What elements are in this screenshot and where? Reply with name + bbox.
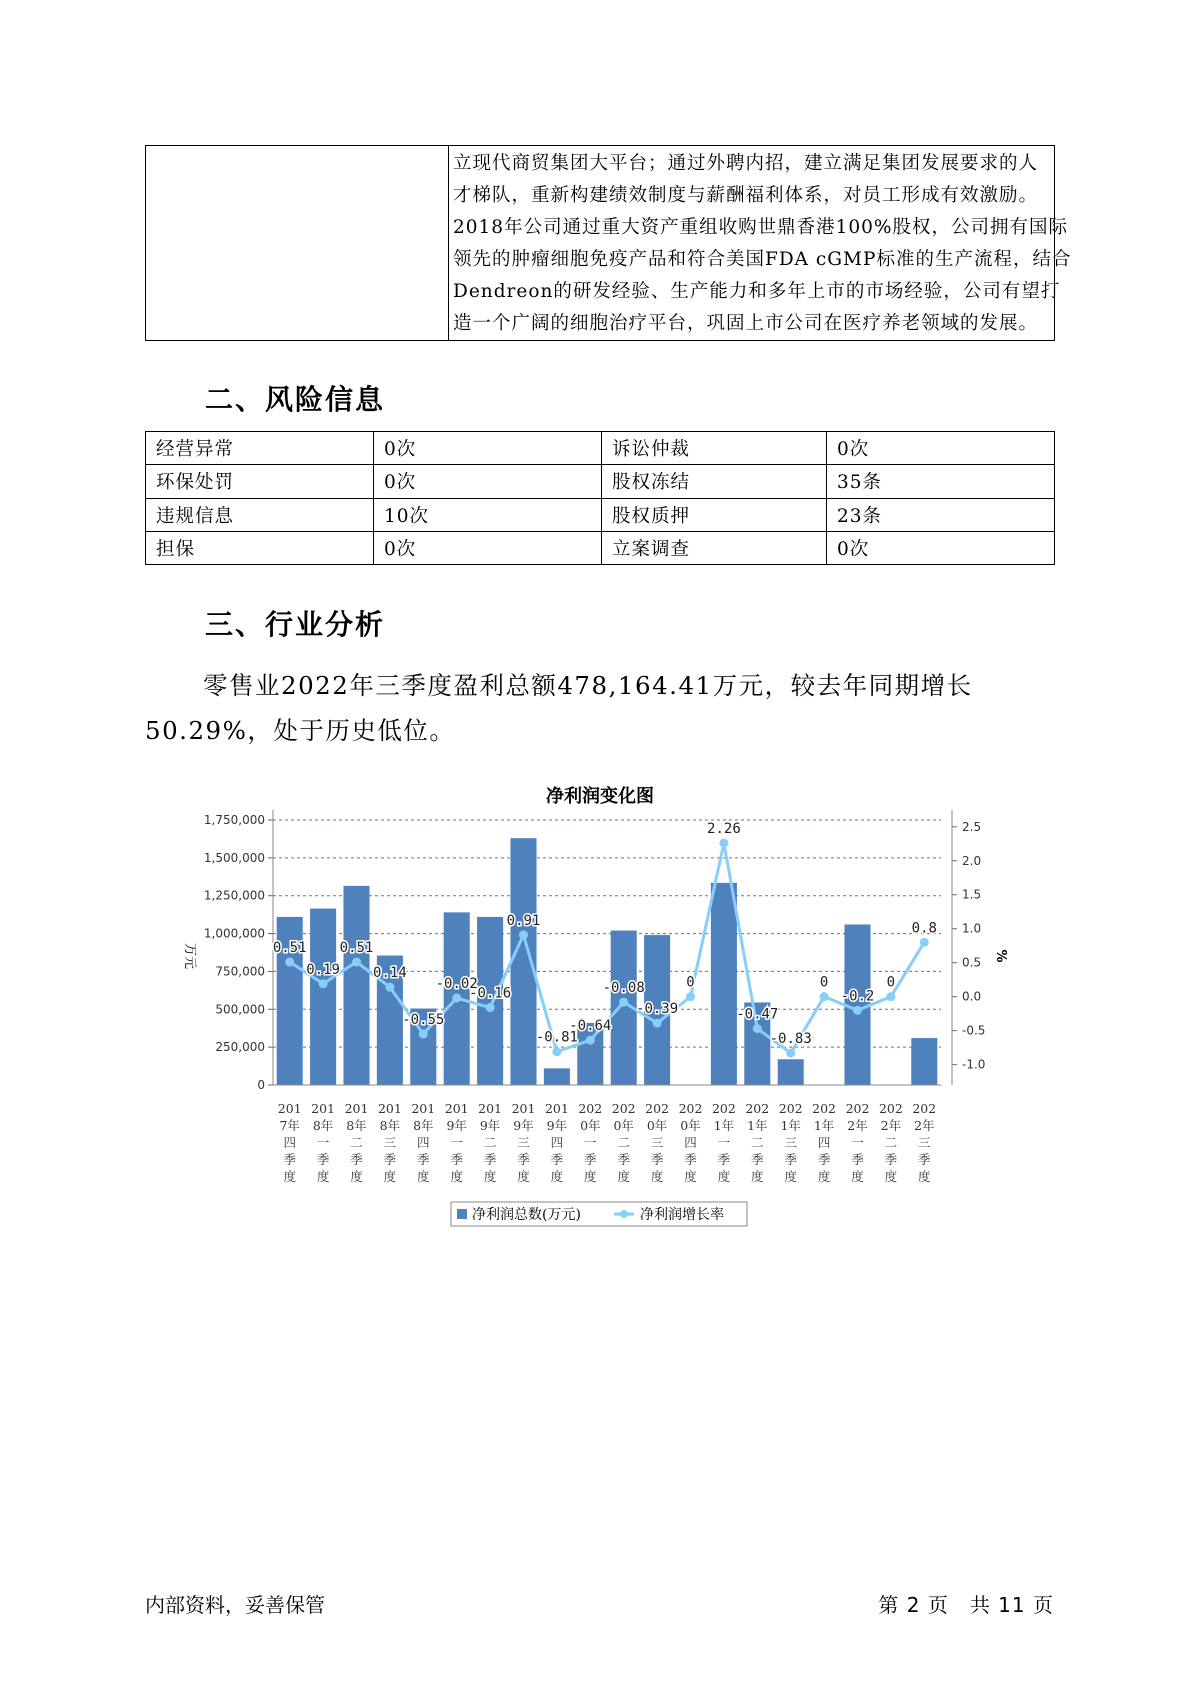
x-tick-label-part: 季 [483, 1152, 497, 1167]
growth-point [786, 1049, 795, 1058]
x-tick-label [478, 1101, 502, 1184]
x-tick-label-part: 2年 [914, 1118, 935, 1133]
x-tick-label-part: 一 [316, 1135, 330, 1150]
intro-table [145, 145, 1072, 341]
x-tick-label-part: 0年 [613, 1118, 634, 1133]
y-tick-label: 1,750,000 [203, 813, 265, 827]
risk-label: 诉讼仲裁 [602, 432, 827, 465]
bar [711, 883, 737, 1085]
x-tick-label-part: 8年 [312, 1118, 334, 1133]
x-tick-label-part: 度 [751, 1169, 764, 1184]
y-tick-label: 1,250,000 [203, 888, 265, 903]
x-tick-label-part: 202 [711, 1101, 736, 1116]
x-tick-label-part: 202 [878, 1101, 903, 1116]
intro-table-empty-cell [146, 146, 449, 341]
legend-bar-label: 净利润总数(万元) [472, 1207, 581, 1223]
y-axis-label: 万元 [182, 942, 197, 970]
y2-tick-label: 2.5 [962, 819, 982, 834]
x-tick-label [812, 1101, 836, 1184]
growth-point [352, 958, 361, 967]
x-tick-label-part: 度 [717, 1169, 731, 1184]
x-tick-label-part: 度 [316, 1169, 330, 1184]
intro-line: 才梯队，重新构建绩效制度与薪酬福利体系，对员工形成有效激励。 [453, 185, 1039, 206]
growth-point [820, 992, 829, 1001]
intro-line: 造一个广阔的细胞治疗平台，巩固上市公司在医疗养老领域的发展。 [453, 313, 1039, 334]
x-tick-label-part: 202 [578, 1101, 603, 1116]
risk-label: 担保 [146, 531, 374, 564]
x-tick-label-part: 1年 [747, 1118, 768, 1133]
y-tick-label: 750,000 [215, 964, 265, 979]
y-tick-label: 500,000 [215, 1002, 265, 1017]
growth-point [886, 992, 895, 1001]
x-tick-label [612, 1101, 636, 1184]
table-row [146, 531, 1055, 564]
x-tick-label [345, 1101, 369, 1184]
legend-line-marker [620, 1210, 628, 1218]
y-tick-label: 0 [257, 1078, 265, 1092]
risk-value: 0次 [374, 531, 602, 564]
data-label: 0.8 [911, 920, 937, 937]
x-tick-label-part: 2年 [880, 1118, 902, 1133]
x-tick-label-part: 度 [684, 1169, 697, 1184]
x-tick-label [712, 1101, 736, 1184]
x-tick-label [378, 1101, 402, 1184]
x-tick-label-part: 1年 [780, 1118, 801, 1133]
x-tick-label-part: 季 [684, 1152, 697, 1167]
growth-point [653, 1019, 662, 1028]
x-tick-label [846, 1101, 870, 1184]
growth-point [753, 1024, 762, 1033]
line-series [273, 821, 937, 1057]
x-tick-label-part: 度 [784, 1169, 797, 1184]
x-tick-label-part: 201 [377, 1101, 402, 1116]
data-label: -0.47 [736, 1006, 779, 1023]
y2-tick-label: 0.0 [962, 989, 982, 1004]
x-tick-label-part: 季 [417, 1152, 430, 1167]
x-tick-label-part: 三 [918, 1135, 931, 1150]
chart-legend [451, 1202, 747, 1226]
risk-label: 经营异常 [146, 432, 374, 465]
net-profit-chart [0, 760, 1191, 1240]
bar [844, 924, 870, 1085]
x-tick-label-part: 二 [483, 1135, 497, 1150]
chart-gridlines [273, 820, 941, 1047]
x-tick-label-part: 季 [383, 1152, 397, 1167]
x-tick-label-part: 二 [350, 1135, 363, 1150]
footer-page-number: 第 2 页 共 11 页 [878, 1593, 1054, 1617]
x-tick-label-part: 季 [550, 1152, 564, 1167]
x-tick-label-part: 201 [277, 1101, 302, 1116]
risk-value: 23条 [827, 498, 1055, 531]
data-label: 0 [819, 974, 829, 991]
x-tick-label-part: 度 [817, 1169, 831, 1184]
x-tick-label-part: 二 [751, 1135, 764, 1150]
x-tick-label-part: 202 [678, 1101, 703, 1116]
data-label: -0.2 [840, 988, 875, 1005]
x-tick-label-part: 季 [751, 1152, 764, 1167]
x-tick-label-part: 度 [550, 1169, 564, 1184]
x-tick-label [679, 1101, 703, 1184]
growth-point [385, 983, 394, 992]
x-tick-label-part: 一 [851, 1135, 864, 1150]
growth-point [853, 1006, 862, 1015]
growth-point [419, 1030, 428, 1039]
risk-label: 违规信息 [146, 498, 374, 531]
intro-line: 2018年公司通过重大资产重组收购世鼎香港100%股权，公司拥有国际 [453, 217, 1068, 238]
x-tick-label-part: 202 [745, 1101, 770, 1116]
x-tick-label-part: 季 [717, 1152, 731, 1167]
table-row [146, 432, 1055, 465]
y-tick-label: 1,500,000 [203, 850, 265, 865]
data-label: 0.14 [373, 965, 407, 982]
growth-point [285, 958, 294, 967]
growth-point [519, 930, 528, 939]
x-tick-label-part: 201 [444, 1101, 469, 1116]
x-tick-label-part: 四 [283, 1135, 296, 1150]
x-tick-label-part: 度 [417, 1169, 430, 1184]
x-tick-label-part: 季 [283, 1152, 296, 1167]
x-tick-label-part: 三 [383, 1135, 397, 1150]
x-tick-label [545, 1101, 569, 1184]
chart-title: 净利润变化图 [546, 786, 654, 807]
x-tick-label-part: 2年 [847, 1118, 868, 1133]
data-label: 0.51 [339, 940, 374, 957]
x-tick-label-part: 7年 [279, 1118, 300, 1133]
table-row [146, 465, 1055, 498]
risk-value: 0次 [827, 531, 1055, 564]
y2-tick-label: 1.5 [962, 887, 982, 902]
x-tick-label-part: 9年 [446, 1118, 467, 1133]
x-tick-label-part: 度 [350, 1169, 363, 1184]
data-label: -0.39 [636, 1001, 679, 1018]
x-tick-label-part: 度 [918, 1169, 931, 1184]
x-tick-label-part: 季 [784, 1152, 797, 1167]
x-tick-label-part: 四 [550, 1135, 564, 1150]
x-tick-label-part: 度 [383, 1169, 397, 1184]
x-tick-label-part: 度 [450, 1169, 463, 1184]
x-tick-label-part: 202 [611, 1101, 636, 1116]
x-tick-label [779, 1101, 803, 1184]
bar [911, 1038, 937, 1085]
x-tick-label-part: 9年 [546, 1118, 568, 1133]
risk-value: 0次 [374, 465, 602, 498]
risk-value: 0次 [374, 432, 602, 465]
x-tick-label-part: 201 [544, 1101, 569, 1116]
growth-point [552, 1047, 561, 1056]
y2-tick-label: -1.0 [962, 1057, 986, 1072]
data-label: 0 [686, 974, 695, 991]
x-tick-label-part: 度 [483, 1169, 497, 1184]
industry-paragraph-line-1: 零售业2022年三季度盈利总额478,164.41万元，较去年同期增长 [203, 671, 973, 700]
x-tick-label-part: 8年 [379, 1118, 401, 1133]
x-tick-label [879, 1101, 903, 1184]
growth-point [319, 979, 328, 988]
x-tick-label-part: 0年 [646, 1118, 668, 1133]
x-tick-label [311, 1101, 335, 1184]
x-tick-label-part: 0年 [580, 1118, 601, 1133]
data-label: 0.91 [506, 912, 541, 929]
y2-tick-label: 1.0 [962, 921, 982, 936]
x-tick-label-part: 四 [817, 1135, 831, 1150]
x-tick-label-part: 三 [650, 1135, 664, 1150]
data-label: -0.64 [569, 1018, 612, 1035]
x-tick-label-part: 202 [912, 1101, 937, 1116]
data-label: -0.08 [602, 980, 645, 997]
y2-tick-label: 0.5 [962, 955, 982, 970]
x-tick-label-part: 季 [918, 1152, 931, 1167]
legend-bar-swatch [457, 1209, 467, 1219]
growth-point [452, 994, 461, 1003]
intro-table-text-cell [449, 146, 1072, 341]
x-tick-label-part: 季 [517, 1152, 530, 1167]
x-tick-label-part: 四 [417, 1135, 430, 1150]
x-tick-label-part: 1年 [813, 1118, 835, 1133]
y2-tick-label: -0.5 [962, 1023, 986, 1038]
bar [310, 909, 336, 1085]
x-tick-label-part: 1年 [713, 1118, 735, 1133]
footer-confidential: 内部资料，妥善保管 [145, 1593, 325, 1617]
x-tick-label [645, 1101, 669, 1184]
legend-line-label: 净利润增长率 [640, 1207, 724, 1223]
intro-line: 领先的肿瘤细胞免疫产品和符合美国FDA cGMP标准的生产流程，结合 [453, 249, 1072, 270]
x-tick-label-part: 季 [584, 1152, 597, 1167]
data-label: 0.51 [272, 940, 307, 957]
x-tick-label [578, 1101, 602, 1184]
x-tick-label-part: 202 [812, 1101, 837, 1116]
x-tick-label-part: 0年 [680, 1118, 701, 1133]
x-tick-label-part: 度 [283, 1169, 296, 1184]
growth-point [619, 998, 628, 1007]
x-tick-label-part: 8年 [346, 1118, 367, 1133]
y2-axis-label: % [993, 949, 1008, 963]
x-tick-label-part: 季 [884, 1152, 898, 1167]
x-tick-label-part: 201 [411, 1101, 436, 1116]
x-tick-label-part: 度 [884, 1169, 898, 1184]
x-tick-label-part: 度 [851, 1169, 864, 1184]
x-tick-label [278, 1101, 302, 1184]
x-tick-label-part: 三 [784, 1135, 797, 1150]
x-tick-label-part: 201 [344, 1101, 369, 1116]
risk-label: 股权质押 [602, 498, 827, 531]
x-tick-label-part: 度 [584, 1169, 597, 1184]
x-tick-label-part: 季 [617, 1152, 630, 1167]
x-tick-label-part: 一 [450, 1135, 463, 1150]
section-risk-title: 二、风险信息 [205, 383, 386, 416]
data-label: 0.19 [306, 961, 340, 978]
x-tick-label-part: 202 [645, 1101, 670, 1116]
growth-point [486, 1003, 495, 1012]
industry-paragraph-line-2: 50.29%，处于历史低位。 [145, 716, 456, 745]
risk-value: 10次 [374, 498, 602, 531]
growth-point [686, 992, 695, 1001]
x-tick-label-part: 202 [845, 1101, 870, 1116]
x-tick-label-part: 季 [450, 1152, 463, 1167]
x-tick-label [445, 1101, 469, 1184]
x-tick-label-part: 201 [511, 1101, 536, 1116]
bar [544, 1068, 570, 1085]
x-tick-label-part: 9年 [513, 1118, 534, 1133]
x-tick-label-part: 度 [650, 1169, 664, 1184]
x-tick-label [912, 1101, 936, 1184]
x-tick-label-part: 季 [350, 1152, 363, 1167]
x-tick-label-part: 9年 [479, 1118, 501, 1133]
x-tick-label-part: 季 [650, 1152, 664, 1167]
risk-label: 股权冻结 [602, 465, 827, 498]
growth-point [920, 938, 929, 947]
x-tick-label [512, 1101, 536, 1184]
risk-label: 立案调查 [602, 531, 827, 564]
x-tick-label-part: 季 [851, 1152, 864, 1167]
x-tick-label [411, 1101, 435, 1184]
bar [778, 1059, 804, 1085]
x-tick-label-part: 201 [478, 1101, 503, 1116]
x-tick-label-part: 度 [517, 1169, 530, 1184]
x-tick-label-part: 四 [684, 1135, 697, 1150]
risk-info-table [145, 431, 1055, 565]
bar-series [277, 838, 938, 1085]
risk-value: 0次 [827, 432, 1055, 465]
x-tick-label [745, 1101, 769, 1184]
data-label: -0.55 [402, 1012, 445, 1029]
risk-label: 环保处罚 [146, 465, 374, 498]
x-tick-label-part: 季 [817, 1152, 831, 1167]
data-label: -0.16 [469, 985, 512, 1002]
x-axis-labels [278, 1101, 936, 1184]
bar [343, 886, 369, 1085]
x-tick-label-part: 一 [584, 1135, 597, 1150]
x-tick-label-part: 8年 [413, 1118, 434, 1133]
section-industry-title: 三、行业分析 [205, 608, 386, 641]
x-tick-label-part: 一 [717, 1135, 731, 1150]
data-label: -0.02 [435, 976, 478, 993]
data-label: -0.81 [535, 1029, 578, 1046]
y2-tick-label: 2.0 [962, 853, 982, 868]
growth-point [719, 839, 728, 848]
x-tick-label-part: 201 [311, 1101, 336, 1116]
x-tick-label-part: 度 [617, 1169, 630, 1184]
y-tick-label: 250,000 [215, 1040, 265, 1055]
data-label: 0 [886, 974, 896, 991]
data-label: 2.26 [707, 821, 741, 838]
x-tick-label-part: 季 [316, 1152, 330, 1167]
table-row [146, 498, 1055, 531]
x-tick-label-part: 三 [517, 1135, 530, 1150]
x-tick-label-part: 202 [778, 1101, 803, 1116]
data-label: -0.83 [769, 1031, 812, 1048]
growth-point [586, 1036, 595, 1045]
x-tick-label-part: 二 [617, 1135, 630, 1150]
intro-line: 立现代商贸集团大平台；通过外聘内招，建立满足集团发展要求的人 [453, 153, 1039, 174]
risk-value: 35条 [827, 465, 1055, 498]
y-tick-label: 1,000,000 [203, 926, 265, 941]
intro-line: Dendreon的研发经验、生产能力和多年上市的市场经验，公司有望打 [453, 281, 1061, 302]
x-tick-label-part: 二 [884, 1135, 898, 1150]
